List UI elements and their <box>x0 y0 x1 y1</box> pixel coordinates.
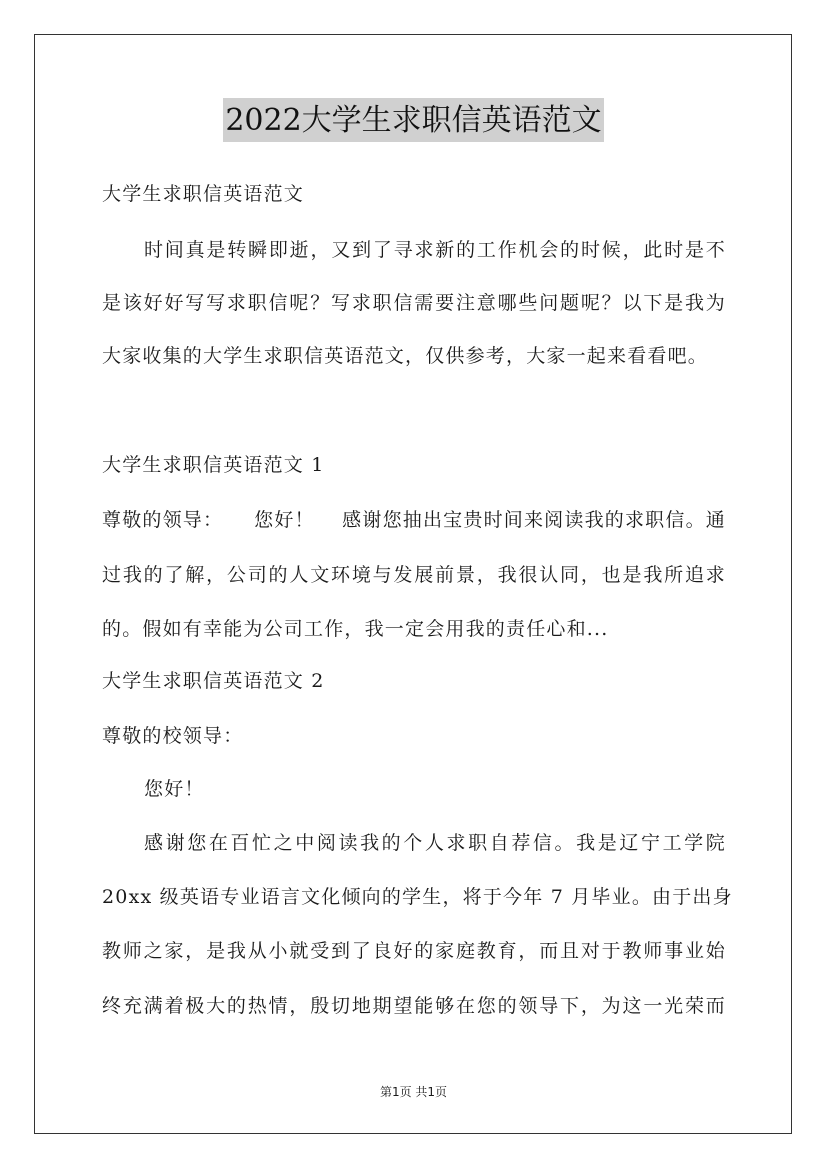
letter2-salutation: 尊敬的校领导： <box>102 725 244 747</box>
intro-line-3: 大家收集的大学生求职信英语范文，仅供参考，大家一起来看看吧。 <box>102 345 709 367</box>
letter2-line-4: 终充满着极大的热情，殷切地期望能够在您的领导下，为这一光荣而 <box>102 995 726 1017</box>
letter2-line-1: 感谢您在百忙之中阅读我的个人求职自荐信。我是辽宁工学院 <box>144 832 726 854</box>
letter2-greeting: 您好！ <box>144 778 205 800</box>
letter2-line-2: 20xx 级英语专业语言文化倾向的学生，将于今年 7 月毕业。由于出身 <box>102 886 733 908</box>
letter1-line-2: 过我的了解，公司的人文环境与发展前景，我很认同，也是我所追求 <box>102 564 726 586</box>
letter1-line-3: 的。假如有幸能为公司工作，我一定会用我的责任心和... <box>102 618 609 640</box>
letter2-line-3: 教师之家，是我从小就受到了良好的家庭教育，而且对于教师事业始 <box>102 940 726 962</box>
section-heading-2: 大学生求职信英语范文 2 <box>102 670 325 692</box>
subtitle-line: 大学生求职信英语范文 <box>102 183 305 205</box>
title-container <box>0 98 827 142</box>
intro-line-2: 是该好好写写求职信呢？写求职信需要注意哪些问题呢？以下是我为 <box>102 292 726 314</box>
intro-line-1: 时间真是转瞬即逝，又到了寻求新的工作机会的时候，此时是不 <box>144 239 726 261</box>
document-title: 2022大学生求职信英语范文 <box>223 98 603 142</box>
section-heading-1: 大学生求职信英语范文 1 <box>102 454 325 476</box>
page-footer: 第1页 共1页 <box>379 1085 448 1099</box>
letter1-line-1: 尊敬的领导： 您好！ 感谢您抽出宝贵时间来阅读我的求职信。通 <box>102 509 726 531</box>
